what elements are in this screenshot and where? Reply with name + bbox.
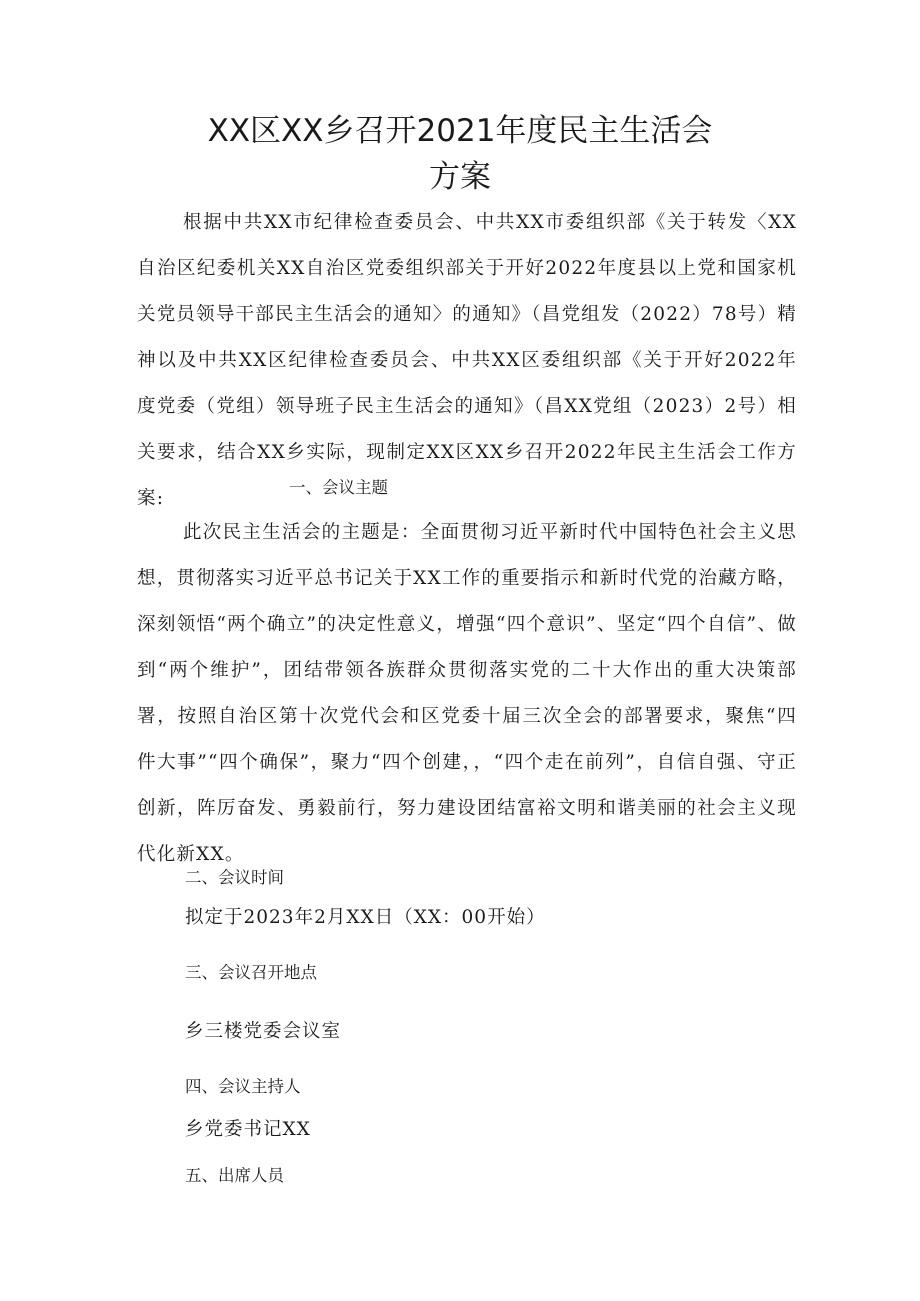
document-title-line2: 方案 xyxy=(429,159,491,195)
section5-heading: 五、出席人员 xyxy=(185,1166,284,1185)
section4-heading: 四、会议主持人 xyxy=(185,1077,301,1096)
section4-body: 乡党委书记XX xyxy=(185,1119,311,1140)
intro-paragraph: 根据中共XX市纪律检查委员会、中共XX市委组织部《关于转发〈XX自治区纪委机关XX自治区党委组织部关于开好2022年度县以上党和国家机关党员领导干部民主生活会的通知〉的通知》（昌党组发（2022）78号）精神以及中共XX区纪律检查委员会、中共XX区委组织部《关于开好2022年度党委（党组）领导班子民主生活会的通知》（昌XX党组（2023）2号）相关要求，结合XX乡实际，现制定XX区XX乡召开2022年民主生活会工作方案: xyxy=(137,212,797,509)
section1-body: 此次民主生活会的主题是：全面贯彻习近平新时代中国特色社会主义思想，贯彻落实习近平总书记关于XX工作的重要指示和新时代党的治藏方略，深刻领悟“两个确立”的决定性意义，增强“四个意识”、坚定“四个自信”、做到“两个维护”，团结带领各族群众贯彻落实党的二十大作出的重大决策部署，按照自治区第十次党代会和区党委十届三次全会的部署要求，聚焦“四件大事”“四个确保”，聚力“四个创建，，“四个走在前列”，自信自强、守正创新，阵厉奋发、勇毅前行，努力建设团结富裕文明和谐美丽的社会主义现代化新XX。 xyxy=(137,522,797,865)
section3-body: 乡三楼党委会议室 xyxy=(185,1021,342,1042)
section2-body: 拟定于2023年2月XX日（XX：00开始） xyxy=(185,907,546,928)
section1-heading: 一、会议主题 xyxy=(289,478,388,497)
document-title-line1: XX区XX乡召开2021年度民主生活会 xyxy=(207,113,713,149)
section3-heading: 三、会议召开地点 xyxy=(185,963,317,982)
section2-heading: 二、会议时间 xyxy=(185,868,284,887)
